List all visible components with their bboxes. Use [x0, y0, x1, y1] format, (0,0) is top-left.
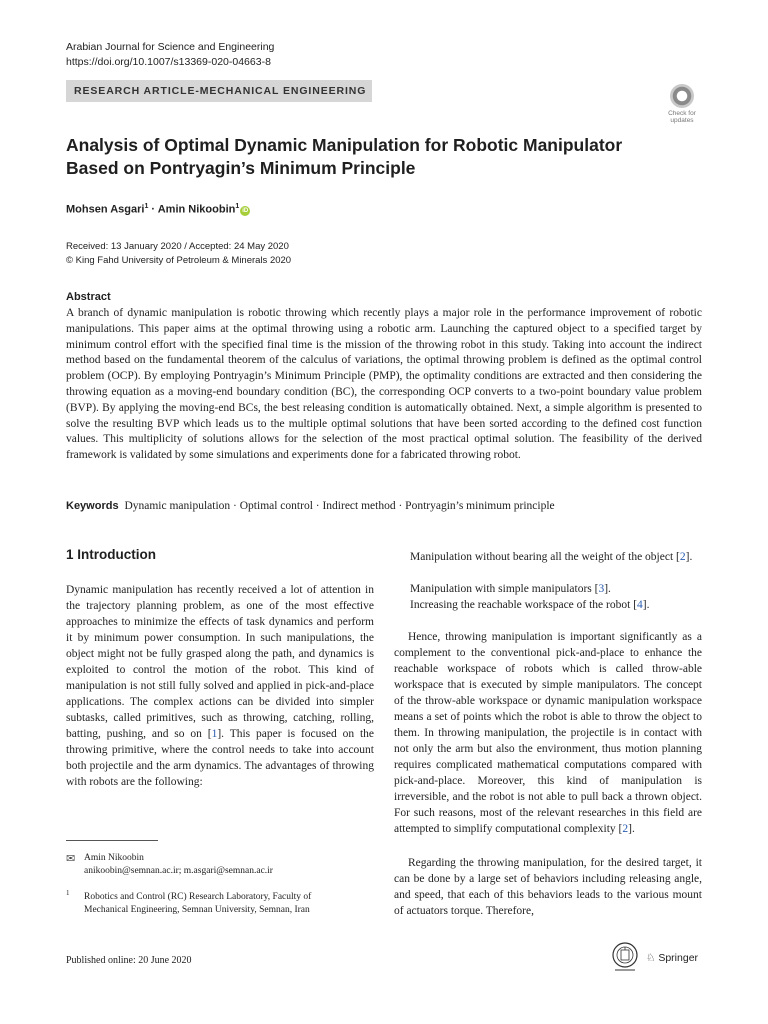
footnote-divider	[66, 840, 158, 841]
publisher-name: Springer	[658, 952, 699, 964]
abstract-heading: Abstract	[66, 291, 111, 303]
keywords-label: Keywords	[66, 500, 119, 512]
check-updates-label: Check for updates	[668, 110, 696, 124]
list-item-text: Increasing the reachable workspace of the robot [	[410, 599, 638, 611]
intro-paragraph-1	[66, 582, 374, 790]
contact-emails[interactable]: anikoobin@semnan.ac.ir; m.asgari@semnan.ac.ir	[84, 866, 273, 876]
intro-paragraph-2	[394, 629, 702, 837]
citation-link[interactable]: 4	[637, 599, 643, 611]
citation-link[interactable]: 2	[679, 551, 686, 563]
university-emblem-icon	[610, 940, 640, 974]
advantage-item	[410, 597, 702, 613]
author-name[interactable]: Mohsen Asgari	[66, 203, 145, 216]
check-updates-icon	[670, 84, 694, 108]
list-item-text: Manipulation without bearing all the weight of the object [	[410, 551, 680, 563]
list-item-text: ].	[642, 599, 650, 611]
article-dates	[66, 240, 291, 268]
paragraph-text: ].	[628, 823, 635, 835]
keywords	[66, 500, 555, 512]
article-type-banner: RESEARCH ARTICLE-MECHANICAL ENGINEERING	[66, 80, 372, 102]
author-list	[66, 203, 250, 216]
envelope-icon: ✉	[66, 853, 76, 865]
citation-link[interactable]: 1	[211, 728, 218, 740]
horse-icon: ♘	[646, 952, 656, 964]
intro-paragraph-3: Regarding the throwing manipulation, for the desired target, it can be done by a large set of behaviors including releasing angle, and speed, that each of this behaviors leads to the various mount of actuators torque. Therefore,	[394, 857, 702, 917]
advantage-item	[410, 549, 702, 565]
list-item-text: Manipulation with simple manipulators [	[410, 583, 599, 595]
doi-link[interactable]: https://doi.org/10.1007/s13369-020-04663-8	[66, 56, 271, 68]
affiliation-mark: 1	[144, 203, 149, 210]
keywords-list: Dynamic manipulation · Optimal control · Indirect method · Pontryagin’s minimum principle	[124, 500, 555, 512]
paragraph-text: Dynamic manipulation has recently received a lot of attention in the trajectory planning problem, as one of the most effective approaches to minimize the effects of task dynamics and perform it by minimum power consumption. In such manipulations, the object might not be fully grasped along the path, and dynamics is exploited to control the motion of the robot. This kind of manipulation is not still fully solved and applied in pick-and-place applications. The complex actions can be divided into simpler subtasks, called primitives, such as throwing, catching, rolling, batting, pushing, and so on [	[66, 584, 374, 740]
published-online-date: Published online: 20 June 2020	[66, 955, 192, 966]
footnote-mark: 1	[66, 889, 70, 897]
title-line-2: Based on Pontryagin’s Minimum Principle	[66, 158, 416, 178]
paper-title	[66, 134, 686, 180]
affiliation-note: Robotics and Control (RC) Research Laboratory, Faculty of Mechanical Engineering, Semnan University, Semnan, Iran	[84, 892, 312, 915]
author-separator: ·	[148, 203, 158, 216]
corresponding-author-note	[84, 852, 273, 878]
check-for-updates-badge[interactable]	[662, 84, 702, 124]
received-accepted-dates: Received: 13 January 2020 / Accepted: 24 May 2020	[66, 241, 289, 252]
affiliation-mark: 1	[235, 203, 240, 210]
paragraph-text: ]. This paper is focused on the throwing primitive, where the control needs to take into account both projectile and the arm dynamics. The advantages of throwing with robots are the following:	[66, 728, 374, 788]
citation-link[interactable]: 3	[598, 583, 605, 595]
journal-header	[66, 40, 274, 70]
springer-logo	[646, 952, 698, 964]
paragraph-text: Hence, throwing manipulation is important significantly as a complement to the conventional pick-and-place to enhance the reachable workspace of robots which is called throw-able workspace that is executed by simple manipulators. The concept of the throw-able workspace or dynamic manipulation workspace means a set of points which the robot is able to throw the object to them. In throwing manipulation, the projectile is in contact with not only the arm but also the environment, thus motion planning requires complicated mathematical computations compared with pick-and-place. Moreover, this kind of manipulation is irreversible, and the robot is not able to pull back a thrown object. For such reasons, most of the relevant researches in this field are attempted to simplify computational complexity [	[394, 631, 702, 835]
citation-link[interactable]: 2	[622, 823, 629, 835]
author-name[interactable]: Amin Nikoobin	[157, 203, 236, 216]
title-line-1: Analysis of Optimal Dynamic Manipulation for Robotic Manipulator	[66, 135, 623, 155]
section-heading-introduction: 1 Introduction	[66, 547, 156, 562]
abstract-text: A branch of dynamic manipulation is robotic throwing which recently plays a major role in the performance improvement of robotic manipulations. This paper aims at the optimal throwing using a robotic arm. Launching the captured object to a specified target by minimum control effort with the specified final time is the mission of the throwing robot in this study. Taking into account the indirect method based on the fundamental theorem of the calculus of variations, the optimal throwing problem is defined as the optimal control problem (OCP). By employing Pontryagin’s Minimum Principle (PMP), the optimality conditions are extracted and then considering the throwing equation as a moving-end boundary condition (BC), the corresponding OCP converts to a two-point boundary value problem (BVP). By applying the moving-end BCs, the best releasing condition is automatically obtained. Next, a simple algorithm is presented to solve the resulting BVP which leads us to the multiple optimal solutions that have been sorted according to the defined cost function values. This multiplicity of solutions allows for the selection of the most practical optimal solution. The feasibility of the derived framework is validated by some simulations and experiments done for a fabricated throwing robot.	[66, 307, 702, 462]
journal-name: Arabian Journal for Science and Engineering	[66, 41, 275, 53]
advantage-item	[410, 581, 702, 597]
contact-name: Amin Nikoobin	[84, 853, 144, 863]
copyright-line: © King Fahd University of Petroleum & Minerals 2020	[66, 255, 292, 266]
orcid-icon[interactable]: iD	[242, 207, 249, 214]
list-item-text: ].	[604, 583, 611, 595]
list-item-text: ].	[685, 551, 693, 563]
